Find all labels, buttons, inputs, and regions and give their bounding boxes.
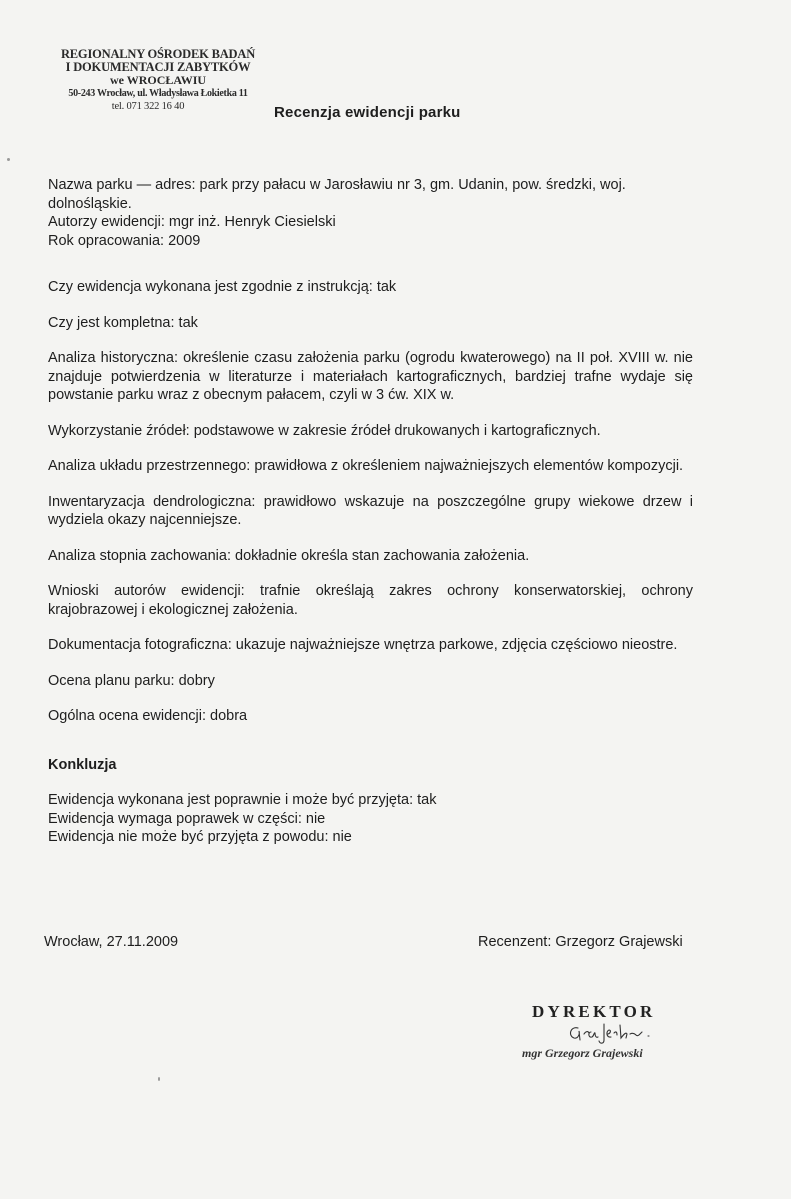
document-title: Recenzja ewidencji parku	[274, 104, 461, 121]
park-info	[48, 176, 693, 250]
document-body	[48, 176, 693, 847]
director-signature-stamp	[520, 1000, 690, 1080]
conclusion-line-accepted: Ewidencja wykonana jest poprawnie i może być przyjęta: tak	[48, 792, 437, 808]
park-name-address: Nazwa parku — adres: park przy pałacu w Jarosławiu nr 3, gm. Udanin, pow. średzki, woj. dolnośląskie.	[48, 177, 626, 212]
section-historical-analysis: Analiza historyczna: określenie czasu założenia parku (ogrodu kwaterowego) na II poł. XVIII w. nie znajduje potwierdzenia w literaturze i materiałach kartograficznych, bardziej trafne wydaje się powstanie parku wraz z obecnym pałacem, czyli w 3 ćw. XIX w.	[48, 350, 693, 403]
institution-line-1: REGIONALNY OŚRODEK BADAŃ	[60, 47, 256, 61]
handwritten-signature	[564, 1020, 660, 1046]
institution-stamp	[58, 48, 258, 113]
section-sources: Wykorzystanie źródeł: podstawowe w zakresie źródeł drukowanych i kartograficznych.	[48, 422, 601, 439]
section-preservation: Analiza stopnia zachowania: dokładnie określa stan zachowania założenia.	[48, 547, 530, 564]
section-completeness: Czy jest kompletna: tak	[48, 314, 198, 331]
institution-phone: tel. 071 322 16 40	[111, 101, 185, 112]
scan-speck	[158, 1077, 160, 1081]
institution-address: 50-243 Wrocław, ul. Władysława Łokietka 11	[68, 88, 248, 99]
section-conclusions-authors: Wnioski autorów ewidencji: trafnie określają zakres ochrony konserwatorskiej, ochrony krajobrazowej i ekologicznej założenia.	[48, 583, 693, 618]
conclusion-line-rejected: Ewidencja nie może być przyjęta z powodu: nie	[48, 829, 352, 845]
institution-line-2: I DOKUMENTACJI ZABYTKÓW	[65, 60, 251, 74]
section-spatial-analysis: Analiza układu przestrzennego: prawidłowa z określeniem najważniejszych elementów kompozycji.	[48, 458, 684, 474]
conclusion-title: Konkluzja	[48, 756, 117, 773]
conclusion-line-corrections: Ewidencja wymaga poprawek w części: nie	[48, 810, 326, 827]
section-instruction: Czy ewidencja wykonana jest zgodnie z instrukcją: tak	[48, 279, 397, 295]
scan-speck	[7, 158, 10, 161]
section-photo-documentation: Dokumentacja fotograficzna: ukazuje najważniejsze wnętrza parkowe, zdjęcia częściowo nieostre.	[48, 637, 678, 653]
section-overall-rating: Ogólna ocena ewidencji: dobra	[48, 708, 248, 724]
park-authors: Autorzy ewidencji: mgr inż. Henryk Ciesielski	[48, 214, 336, 230]
section-plan-rating: Ocena planu parku: dobry	[48, 672, 215, 689]
section-dendrology: Inwentaryzacja dendrologiczna: prawidłowo wskazuje na poszczególne grupy wiekowe drzew i wydziela okazy najcenniejsze.	[48, 493, 693, 528]
institution-line-3: we WROCŁAWIU	[109, 73, 207, 87]
reviewer-name: Recenzent: Grzegorz Grajewski	[478, 934, 683, 950]
place-date: Wrocław, 27.11.2009	[44, 934, 179, 950]
park-year: Rok opracowania: 2009	[48, 232, 201, 249]
conclusion-list	[48, 791, 693, 847]
signature-name: mgr Grzegorz Grajewski	[522, 1046, 643, 1060]
signature-role: DYREKTOR	[532, 1002, 656, 1021]
